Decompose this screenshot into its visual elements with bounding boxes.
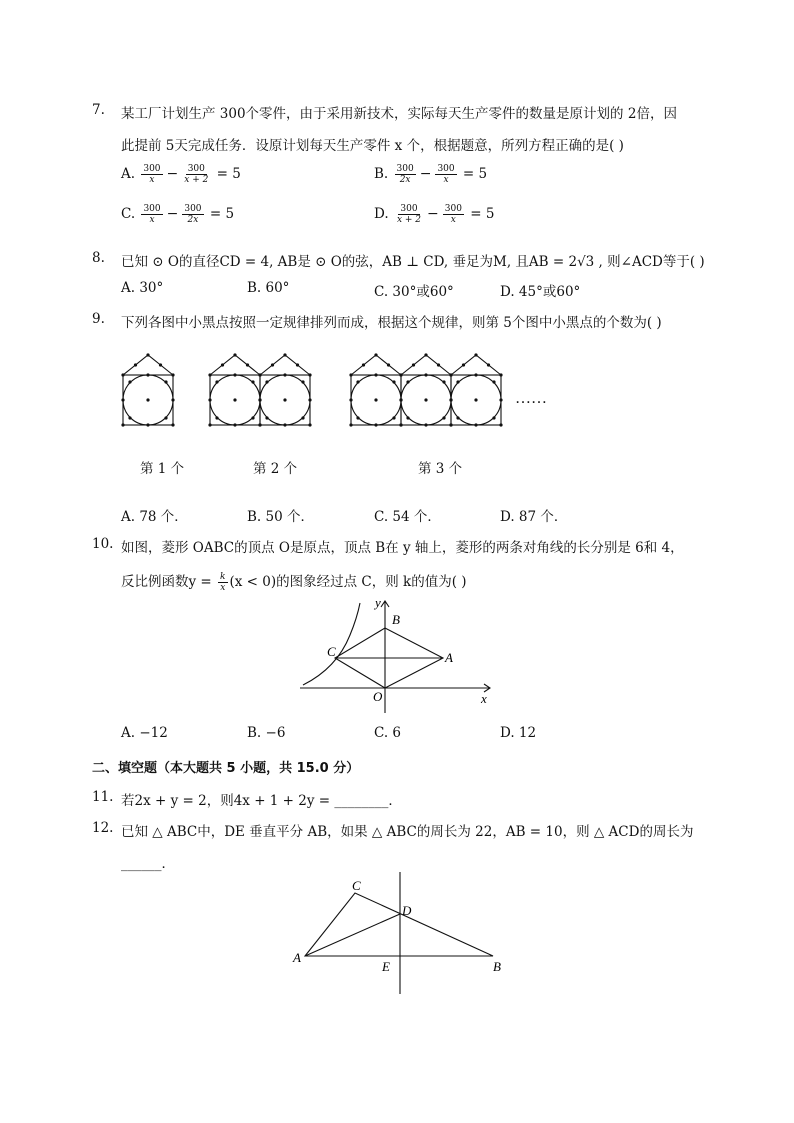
pattern-dot — [258, 423, 261, 426]
pattern-dot — [265, 380, 268, 383]
pattern-dot — [146, 423, 149, 426]
q10-option-a[interactable]: A. −12 — [121, 725, 168, 741]
pattern-dot — [499, 423, 502, 426]
q7-option-c[interactable]: C. $\frac{300}{x}$ − $\frac{300}{2x}$ = 5 — [121, 204, 235, 225]
fraction: $\frac{300}{x}$ — [143, 204, 161, 225]
fraction: $\frac{300}{x}$ — [444, 204, 462, 225]
pattern-dot — [233, 353, 236, 356]
equation-rhs: = 5 — [216, 166, 241, 182]
q10-option-b[interactable]: B. −6 — [247, 725, 286, 741]
label-c: C — [327, 644, 336, 659]
equation-rhs: = 5 — [209, 206, 235, 222]
pattern-dot — [424, 423, 427, 426]
pattern-dot — [356, 416, 359, 419]
pattern-dot — [215, 380, 218, 383]
pattern-dot — [387, 363, 390, 366]
label-a: A — [293, 950, 301, 965]
pattern-dot — [146, 398, 149, 401]
pattern-dot — [474, 353, 477, 356]
fraction: $\frac{300}{x + 2}$ — [396, 204, 422, 225]
label-a: A — [445, 650, 453, 665]
fraction: $\frac{300}{x + 2}$ — [184, 164, 209, 185]
q12-triangle-figure — [285, 870, 510, 998]
pattern-dot — [442, 380, 445, 383]
pattern-dot — [233, 373, 236, 376]
equation-rhs: = 5 — [462, 166, 488, 182]
pattern-dot — [349, 373, 352, 376]
pattern-dot — [164, 416, 167, 419]
pattern-dot — [437, 363, 440, 366]
pattern-dot — [233, 398, 236, 401]
pattern-dot — [215, 416, 218, 419]
pattern-dot — [424, 353, 427, 356]
pattern-dot — [349, 398, 352, 401]
q8-text: 已知 ⊙ O的直径CD = 4, AB是 ⊙ O的弦，AB ⊥ CD, 垂足为M, 且AB = 2√3 , 则∠ACD等于( ) — [121, 254, 705, 270]
pattern-dot — [392, 416, 395, 419]
pattern-dot — [349, 423, 352, 426]
q10-option-c[interactable]: C. 6 — [374, 725, 402, 741]
pattern-dot — [283, 353, 286, 356]
pattern-dot — [221, 363, 224, 366]
q7-text-line1: 某工厂计划生产 300个零件，由于采用新技术，实际每天生产零件的数量是原计划的 2倍，因 — [121, 106, 677, 122]
pattern-dot — [134, 363, 137, 366]
pattern-dot — [308, 373, 311, 376]
pattern-dot — [406, 380, 409, 383]
pattern-dot — [121, 373, 124, 376]
pattern-dot — [499, 398, 502, 401]
q9-number: 9. — [92, 311, 105, 327]
q7-option-d[interactable]: D. $\frac{300}{x + 2}$ − $\frac{300}{x}$ = 5 — [374, 204, 495, 225]
q10-number: 10. — [92, 536, 114, 552]
option-label: A. — [121, 166, 136, 182]
fraction: $\frac{300}{x}$ — [143, 164, 161, 185]
q9-dot-pattern-figure — [110, 345, 580, 437]
q7-option-b[interactable]: B. $\frac{300}{2x}$ − $\frac{300}{x}$ = 5 — [374, 164, 488, 185]
pattern-dot — [283, 423, 286, 426]
pattern-dot — [251, 380, 254, 383]
pattern-dot — [283, 373, 286, 376]
q9-option-d[interactable]: D. 87 个． — [500, 509, 568, 525]
option-label: B. — [374, 166, 389, 182]
pattern-dot — [412, 363, 415, 366]
ellipsis: …… — [515, 390, 547, 407]
option-label: C. — [121, 206, 136, 222]
pattern-dot — [308, 423, 311, 426]
pattern-dot — [258, 373, 261, 376]
pattern-dot — [374, 423, 377, 426]
pattern-dot — [374, 398, 377, 401]
pattern-roof — [123, 355, 173, 375]
pattern-dot — [308, 398, 311, 401]
q9-caption-1: 第 1 个 — [140, 461, 185, 477]
pattern-dot — [233, 423, 236, 426]
q7-text-line2: 此提前 5天完成任务．设原计划每天生产零件 x 个，根据题意，所列方程正确的是( ) — [121, 138, 624, 154]
pattern-dot — [301, 380, 304, 383]
q12-text-line2: ______． — [121, 856, 175, 872]
q8-option-b[interactable]: B. 60° — [247, 280, 290, 296]
pattern-dot — [456, 416, 459, 419]
q9-text: 下列各图中小黑点按照一定规律排列而成，根据这个规律，则第 5个图中小黑点的个数为( ) — [121, 315, 662, 331]
pattern-dot — [406, 416, 409, 419]
pattern-dot — [208, 423, 211, 426]
pattern-roof — [401, 355, 451, 375]
pattern-dot — [492, 380, 495, 383]
pattern-dot — [487, 363, 490, 366]
q10-option-d[interactable]: D. 12 — [500, 725, 537, 741]
pattern-dot — [374, 373, 377, 376]
pattern-roof — [210, 355, 260, 375]
pattern-dot — [283, 398, 286, 401]
pattern-dot — [474, 423, 477, 426]
fraction: $\frac{300}{2x}$ — [184, 204, 202, 225]
pattern-dot — [424, 398, 427, 401]
label-c: C — [352, 878, 361, 893]
label-y: y — [375, 595, 381, 610]
pattern-dot — [246, 363, 249, 366]
label-d: D — [402, 903, 412, 918]
label-x: x — [481, 691, 487, 706]
pattern-dot — [146, 353, 149, 356]
q8-option-a[interactable]: A. 30° — [121, 280, 164, 296]
pattern-dot — [301, 416, 304, 419]
pattern-dot — [265, 416, 268, 419]
pattern-dot — [171, 423, 174, 426]
q10-text-line1: 如图，菱形 OABC的顶点 O是原点，顶点 B在 y 轴上，菱形的两条对角线的长分别是 6和 4， — [121, 540, 684, 556]
segment-ad — [305, 914, 400, 956]
q8-option-d[interactable]: D. 45°或60° — [500, 284, 581, 300]
equation-rhs: = 5 — [470, 206, 495, 222]
pattern-dot — [208, 373, 211, 376]
pattern-dot — [456, 380, 459, 383]
q9-option-b[interactable]: B. 50 个． — [247, 509, 314, 525]
pattern-dot — [121, 398, 124, 401]
pattern-dot — [128, 416, 131, 419]
pattern-dot — [258, 398, 261, 401]
pattern-dot — [171, 398, 174, 401]
section-title: 二、填空题（本大题共 5 小题，共 15.0 分） — [92, 761, 360, 776]
pattern-dot — [462, 363, 465, 366]
q9-option-c[interactable]: C. 54 个． — [374, 509, 441, 525]
label-e: E — [382, 959, 390, 974]
pattern-dot — [392, 380, 395, 383]
label-b: B — [493, 959, 501, 974]
q9-caption-2: 第 2 个 — [253, 461, 298, 477]
pattern-dot — [146, 373, 149, 376]
q10-rhombus-figure — [295, 595, 500, 720]
fraction: $\frac{300}{x}$ — [437, 164, 455, 185]
fraction: $\frac{300}{2x}$ — [396, 164, 414, 185]
pattern-roof — [451, 355, 501, 375]
q7-option-a[interactable]: A. $\frac{300}{x}$ − $\frac{300}{x + 2}$ = 5 — [121, 164, 241, 185]
pattern-dot — [474, 398, 477, 401]
pattern-dot — [499, 373, 502, 376]
pattern-dot — [356, 380, 359, 383]
pattern-dot — [399, 373, 402, 376]
pattern-dot — [424, 373, 427, 376]
label-o: O — [373, 689, 383, 704]
pattern-roof — [260, 355, 310, 375]
label-b: B — [392, 612, 400, 627]
q9-option-a[interactable]: A. 78 个． — [121, 509, 188, 525]
q7-number: 7. — [92, 102, 105, 118]
pattern-dot — [171, 373, 174, 376]
pattern-dot — [474, 373, 477, 376]
pattern-dot — [442, 416, 445, 419]
pattern-dot — [449, 423, 452, 426]
q8-number: 8. — [92, 250, 105, 266]
pattern-dot — [251, 416, 254, 419]
q9-caption-3: 第 3 个 — [418, 461, 463, 477]
q11-number: 11. — [92, 789, 114, 805]
pattern-dot — [399, 423, 402, 426]
pattern-dot — [164, 380, 167, 383]
pattern-dot — [492, 416, 495, 419]
pattern-dot — [449, 398, 452, 401]
pattern-roof — [351, 355, 401, 375]
pattern-dot — [208, 398, 211, 401]
pattern-dot — [374, 353, 377, 356]
triangle-abc — [305, 893, 493, 956]
pattern-dot — [128, 380, 131, 383]
option-label: D. — [374, 206, 389, 222]
pattern-dot — [449, 373, 452, 376]
q10-text-line2: 反比例函数y = $\frac{k}{x}$ (x < 0)的图象经过点 C，则 k的值为( ) — [121, 572, 467, 593]
pattern-dot — [399, 398, 402, 401]
pattern-dot — [362, 363, 365, 366]
q12-text-line1: 已知 △ ABC中，DE 垂直平分 AB，如果 △ ABC的周长为 22，AB = 10，则 △ ACD的周长为 — [121, 824, 694, 840]
pattern-dot — [159, 363, 162, 366]
q12-number: 12. — [92, 820, 114, 836]
q11-text: 若2x + y = 2，则4x + 1 + 2y = ________． — [121, 793, 402, 809]
pattern-dot — [271, 363, 274, 366]
pattern-dot — [121, 423, 124, 426]
q8-option-c[interactable]: C. 30°或60° — [374, 284, 454, 300]
pattern-dot — [296, 363, 299, 366]
